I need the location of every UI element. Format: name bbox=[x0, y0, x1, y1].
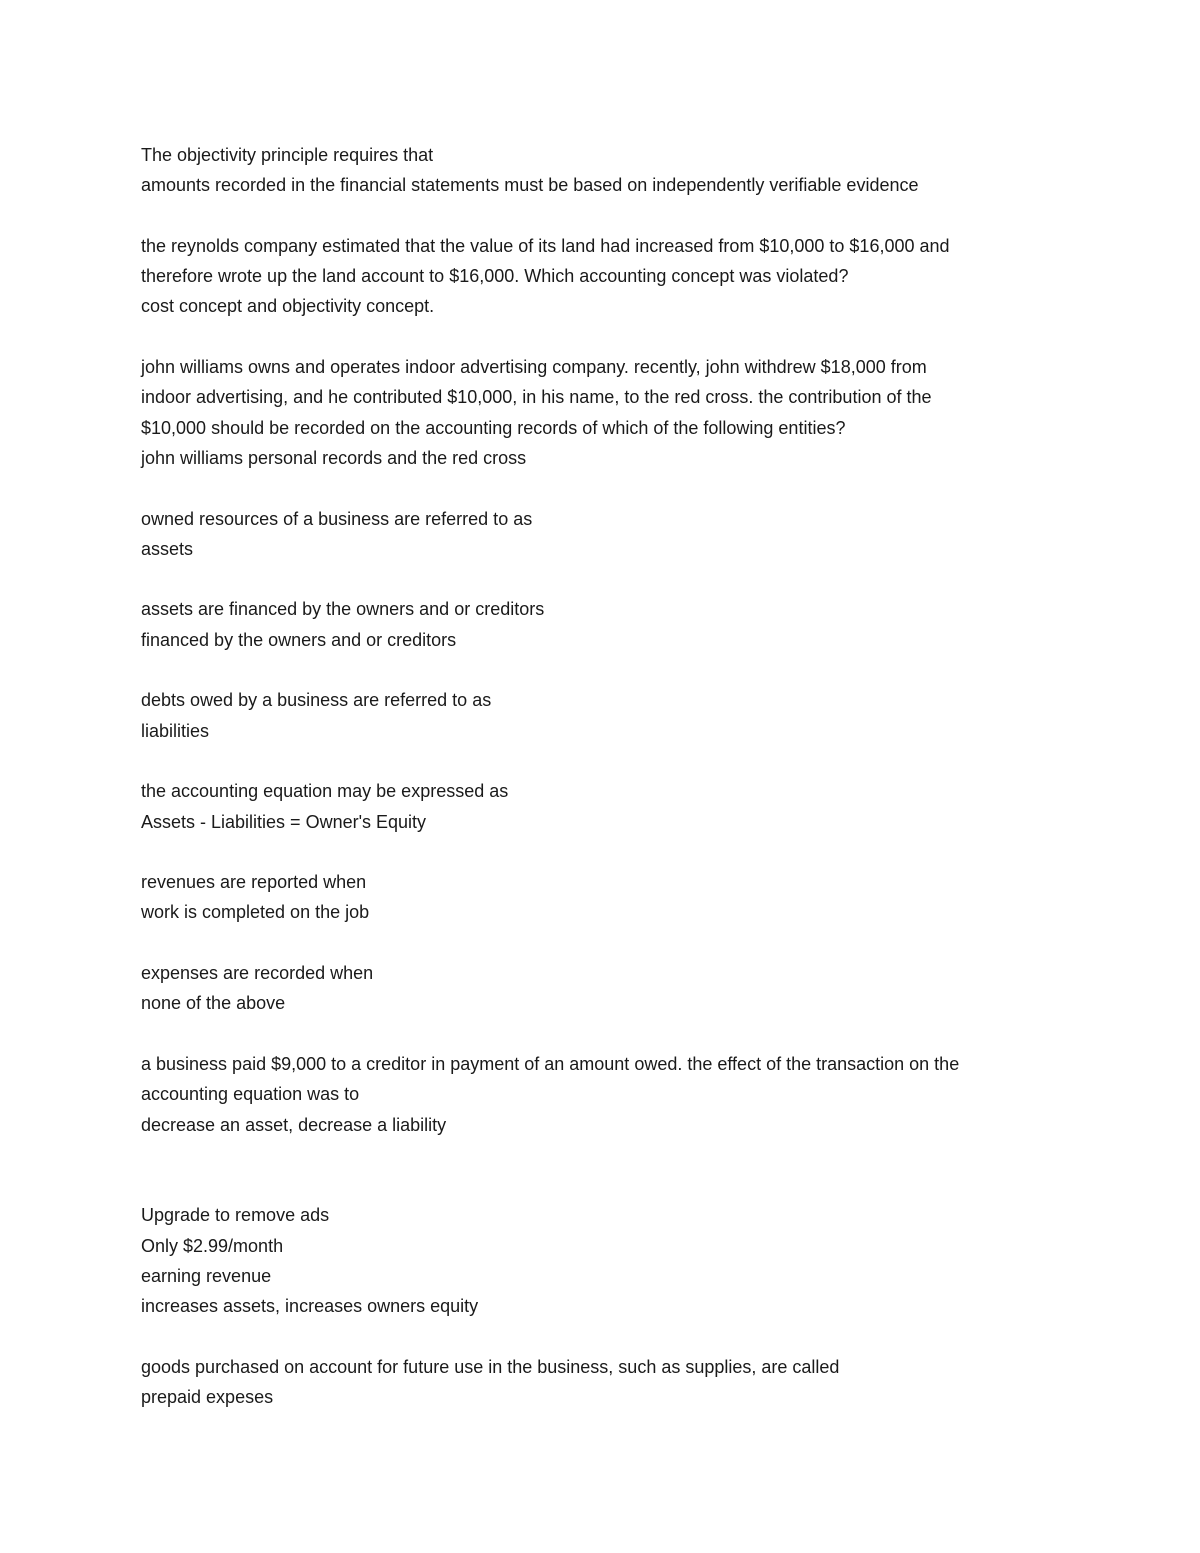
text-line: The objectivity principle requires that bbox=[141, 145, 434, 165]
text-line: revenues are reported when bbox=[141, 872, 367, 893]
text-line: a business paid $9,000 to a creditor in payment of an amount owed. the effect of the transaction on the bbox=[141, 1053, 960, 1074]
text-line: john williams owns and operates indoor advertising company. recently, john withdrew $18,000 from bbox=[141, 357, 927, 378]
text-line: john williams personal records and the red cross bbox=[141, 447, 527, 468]
text-line: work is completed on the job bbox=[141, 902, 370, 923]
text-line: owned resources of a business are referred to as bbox=[141, 508, 533, 529]
text-line: accounting equation was to bbox=[141, 1084, 360, 1105]
blank-line bbox=[141, 322, 1061, 352]
text-line: financed by the owners and or creditors bbox=[141, 629, 457, 650]
text-line: indoor advertising, and he contributed $10,000, in his name, to the red cross. the contribution of the bbox=[141, 387, 932, 408]
text-line: none of the above bbox=[141, 993, 286, 1014]
text-line: assets bbox=[141, 538, 194, 559]
blank-line bbox=[141, 1170, 1061, 1200]
text-line: expenses are recorded when bbox=[141, 963, 374, 984]
text-line: liabilities bbox=[141, 720, 210, 741]
document-body bbox=[141, 140, 1061, 1412]
blank-line bbox=[141, 1140, 1061, 1170]
text-line: debts owed by a business are referred to as bbox=[141, 690, 492, 711]
blank-line bbox=[141, 837, 1061, 867]
blank-line bbox=[141, 1019, 1061, 1049]
text-line: $10,000 should be recorded on the accounting records of which of the following entities? bbox=[141, 417, 846, 438]
text-line: prepaid expeses bbox=[141, 1387, 274, 1408]
blank-line bbox=[141, 473, 1061, 503]
blank-line bbox=[141, 1322, 1061, 1352]
blank-line bbox=[141, 564, 1061, 594]
text-line: cost concept and objectivity concept. bbox=[141, 296, 435, 317]
text-line: Assets - Liabilities = Owner's Equity bbox=[141, 811, 427, 832]
text-line: assets are financed by the owners and or creditors bbox=[141, 599, 545, 620]
blank-line bbox=[141, 928, 1061, 958]
text-line: amounts recorded in the financial statements must be based on independently verifiable evidence bbox=[141, 175, 919, 196]
text-line: goods purchased on account for future use in the business, such as supplies, are called bbox=[141, 1356, 840, 1377]
text-line: the accounting equation may be expressed as bbox=[141, 781, 509, 802]
text-line: Upgrade to remove ads bbox=[141, 1205, 330, 1226]
text-line: decrease an asset, decrease a liability bbox=[141, 1114, 447, 1135]
text-line: earning revenue bbox=[141, 1265, 272, 1286]
blank-line bbox=[141, 746, 1061, 776]
text-line: increases assets, increases owners equity bbox=[141, 1296, 479, 1317]
text-line: the reynolds company estimated that the value of its land had increased from $10,000 to $16,000 and bbox=[141, 235, 950, 256]
blank-line bbox=[141, 655, 1061, 685]
text-line: Only $2.99/month bbox=[141, 1235, 284, 1256]
text-line: therefore wrote up the land account to $16,000. Which accounting concept was violated? bbox=[141, 266, 849, 287]
blank-line bbox=[141, 201, 1061, 231]
